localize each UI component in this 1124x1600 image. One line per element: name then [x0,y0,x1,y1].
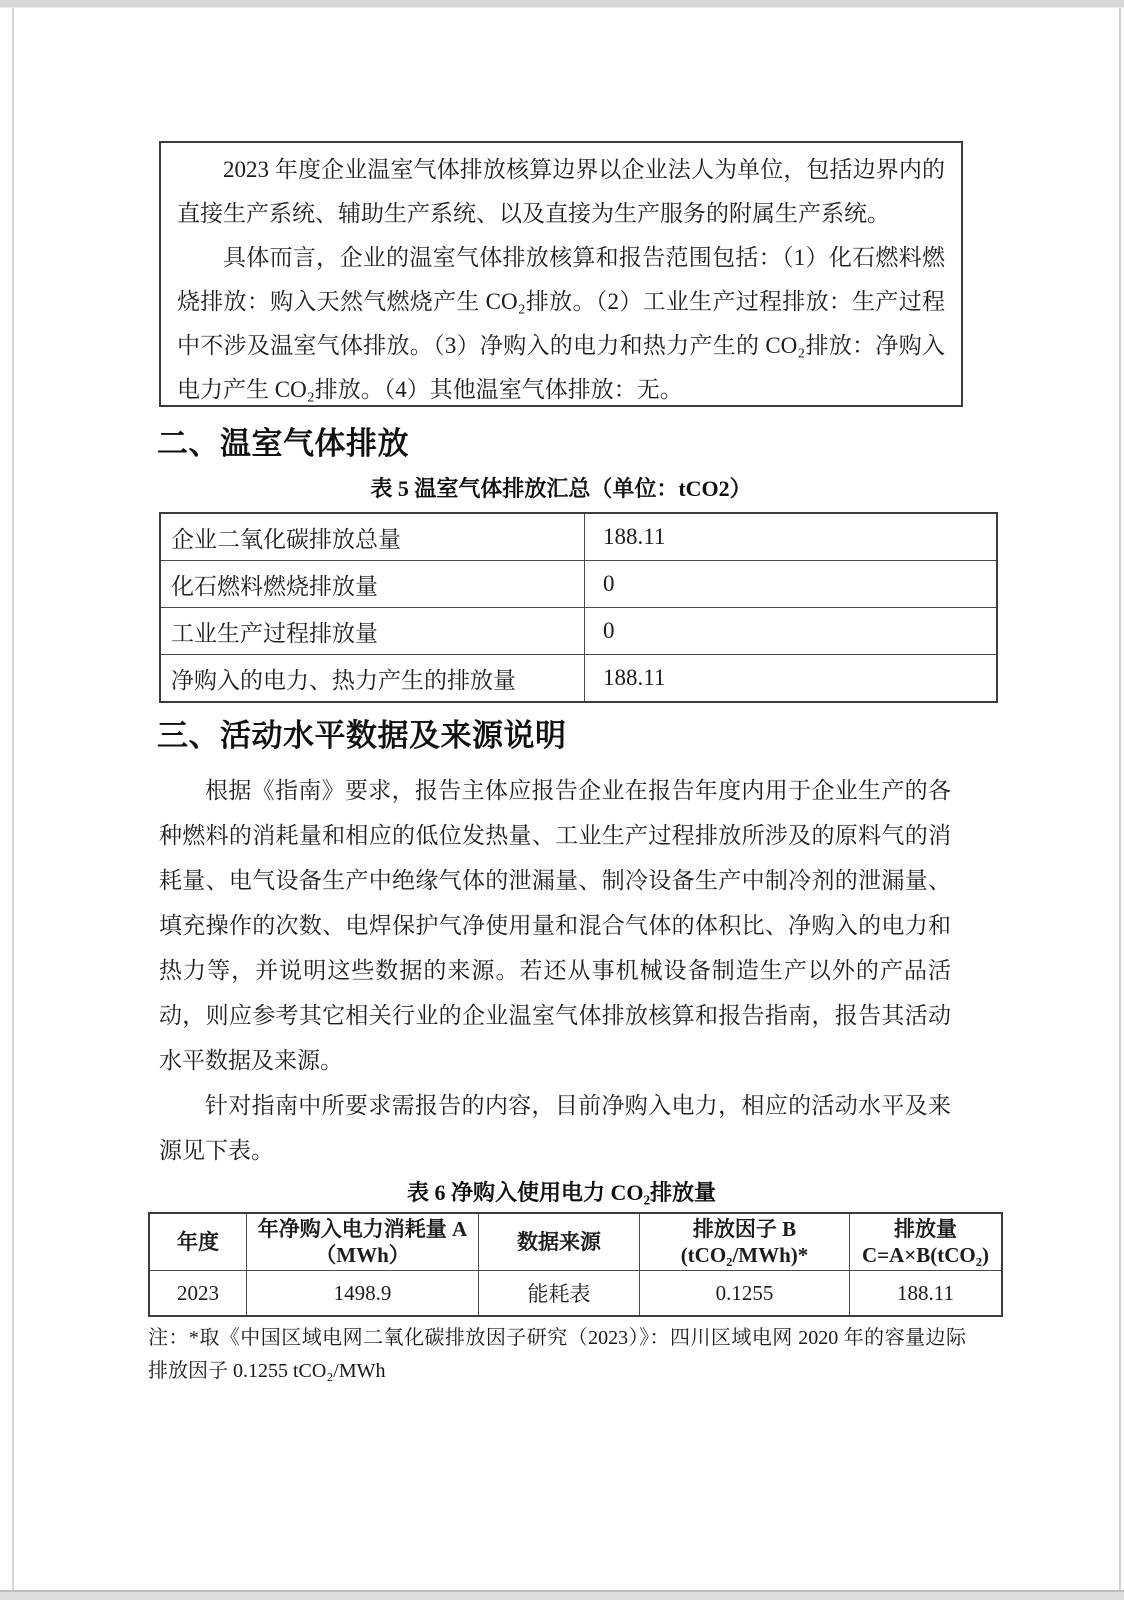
table5-row-label: 化石燃料燃烧排放量 [160,561,585,608]
table6-header-consumption [247,1213,479,1271]
see-table-paragraph-text: 针对指南中所要求需报告的内容，目前净购入电力，相应的活动水平及来源见下表。 [159,1093,951,1163]
table-row [160,513,997,561]
table5-row-value: 0 [585,608,998,655]
header-line-2: （MWh） [315,1243,410,1267]
table5-row-value: 188.11 [585,513,998,561]
table6-header-emission [850,1213,1003,1271]
table-row [160,655,997,703]
table6-header-source [479,1213,640,1271]
table5-caption: 表 5 温室气体排放汇总（单位：tCO2） [370,476,752,501]
boundary-paragraph-2: 具体而言，企业的温室气体排放核算和报告范围包括：（1）化石燃料燃烧排放：购入天然气燃烧产生 CO₂排放。（2）工业生产过程排放：生产过程中不涉及温室气体排放。（3）净购入的电力和热力产生的 CO₂排放：净购入电力产生 CO₂排放。（4）其他温室气体排放：无。 [177,245,945,402]
table5-ghg-summary [159,512,998,703]
table6-cell-year: 2023 [149,1271,247,1317]
table6-header-year [149,1213,247,1271]
table-row [160,608,997,655]
header-line-1: 排放量 [894,1217,957,1241]
accounting-boundary-box [159,141,963,407]
see-table-paragraph [159,1083,951,1173]
table6-electricity-emissions [148,1212,1003,1317]
table6-footnote: 注：*取《中国区域电网二氧化碳排放因子研究（2023）》：四川区域电网 2020 年的容量边际排放因子 0.1255 tCO₂/MWh [148,1327,966,1382]
table6-header-row [149,1213,1002,1271]
table-row [160,561,997,608]
table6-caption: 表 6 净购入使用电力 CO₂排放量 [406,1180,717,1205]
table6-cell-source: 能耗表 [479,1271,640,1317]
boundary-paragraph-1: 2023 年度企业温室气体排放核算边界以企业法人为单位，包括边界内的直接生产系统、辅助生产系统、以及直接为生产服务的附属生产系统。 [177,157,945,226]
activity-data-paragraph-text: 根据《指南》要求，报告主体应报告企业在报告年度内用于企业生产的各种燃料的消耗量和相应的低位发热量、工业生产过程排放所涉及的原料气的消耗量、电气设备生产中绝缘气体的泄漏量、制冷设备生产中制冷剂的泄漏量、填充操作的次数、电焊保护气净使用量和混合气体的体积比、净购入的电力和热力等，并说明这些数据的来源。若还从事机械设备制造生产以外的产品活动，则应参考其它相关行业的企业温室气体排放核算和报告指南，报告其活动水平数据及来源。 [159,778,951,1073]
header-line-1: 年净购入电力消耗量 A [257,1217,468,1241]
scan-strip-top [0,0,1124,8]
page-edge-right [1119,8,1121,1590]
table5-row-label: 净购入的电力、热力产生的排放量 [160,655,585,703]
table5-row-label: 工业生产过程排放量 [160,608,585,655]
header-line-2: C=A×B(tCO₂) [861,1243,990,1267]
table6-data-row [149,1271,1002,1317]
scan-strip-bottom [0,1590,1124,1600]
table5-row-value: 0 [585,561,998,608]
table6-header-factor [640,1213,850,1271]
header-line-1: 排放因子 B [692,1217,797,1241]
table6-cell-emission: 188.11 [850,1271,1003,1317]
activity-data-paragraph [159,768,951,1083]
table6-cell-consumption: 1498.9 [247,1271,479,1317]
section-3-heading: 三、活动水平数据及来源说明 [157,718,567,753]
header-line-1: 年度 [177,1230,219,1254]
section-2-heading: 二、温室气体排放 [157,426,409,461]
table5-row-label: 企业二氧化碳排放总量 [160,513,585,561]
header-line-2: (tCO₂/MWh)* [680,1243,809,1267]
table5-row-value: 188.11 [585,655,998,703]
table6-cell-factor: 0.1255 [640,1271,850,1317]
header-line-1: 数据来源 [517,1230,601,1254]
page-edge-left [12,8,14,1590]
